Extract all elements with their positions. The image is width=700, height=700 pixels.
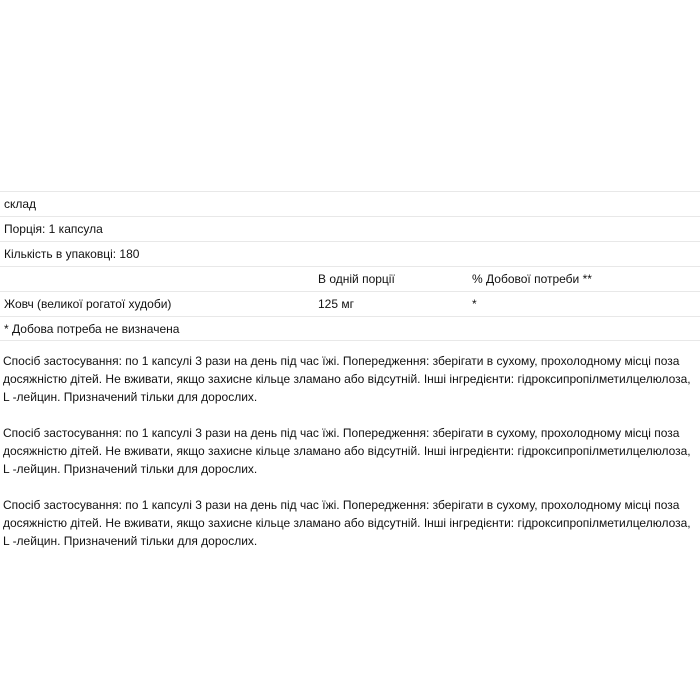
supplement-facts-table bbox=[0, 191, 700, 341]
usage-notes bbox=[0, 352, 700, 568]
ingredient-name: Жовч (великої рогатої худоби) bbox=[4, 297, 172, 311]
facts-header-row bbox=[0, 266, 700, 291]
ingredient-daily-value: * bbox=[472, 297, 477, 311]
ingredient-amount: 125 мг bbox=[318, 297, 354, 311]
package-quantity: Кількість в упаковці: 180 bbox=[4, 247, 140, 261]
serving-row bbox=[0, 216, 700, 241]
usage-paragraph: Спосіб застосування: по 1 капсулі 3 рази на день під час їжі. Попередження: зберігати в сухому, прохолодному місці поза досяжністю дітей. Не вживати, якщо захисне кільце зламано або відсутній. Інші інгредієнти: гідроксипропілметилцелюлоза, L -лейцин. Призначений тільки для дорослих. bbox=[3, 426, 691, 476]
footnote-row bbox=[0, 316, 700, 341]
quantity-row bbox=[0, 241, 700, 266]
daily-value-header: % Добової потреби ** bbox=[472, 272, 592, 286]
table-row bbox=[0, 291, 700, 316]
usage-paragraph: Спосіб застосування: по 1 капсулі 3 рази на день під час їжі. Попередження: зберігати в сухому, прохолодному місці поза досяжністю дітей. Не вживати, якщо захисне кільце зламано або відсутній. Інші інгредієнти: гідроксипропілметилцелюлоза, L -лейцин. Призначений тільки для дорослих. bbox=[3, 354, 691, 404]
usage-paragraph: Спосіб застосування: по 1 капсулі 3 рази на день під час їжі. Попередження: зберігати в сухому, прохолодному місці поза досяжністю дітей. Не вживати, якщо захисне кільце зламано або відсутній. Інші інгредієнти: гідроксипропілметилцелюлоза, L -лейцин. Призначений тільки для дорослих. bbox=[3, 498, 691, 548]
facts-title-row bbox=[0, 191, 700, 216]
per-serving-header: В одній порції bbox=[318, 272, 395, 286]
footnote: * Добова потреба не визначена bbox=[4, 322, 180, 336]
facts-title: склад bbox=[4, 197, 37, 211]
serving-size: Порція: 1 капсула bbox=[4, 222, 103, 236]
